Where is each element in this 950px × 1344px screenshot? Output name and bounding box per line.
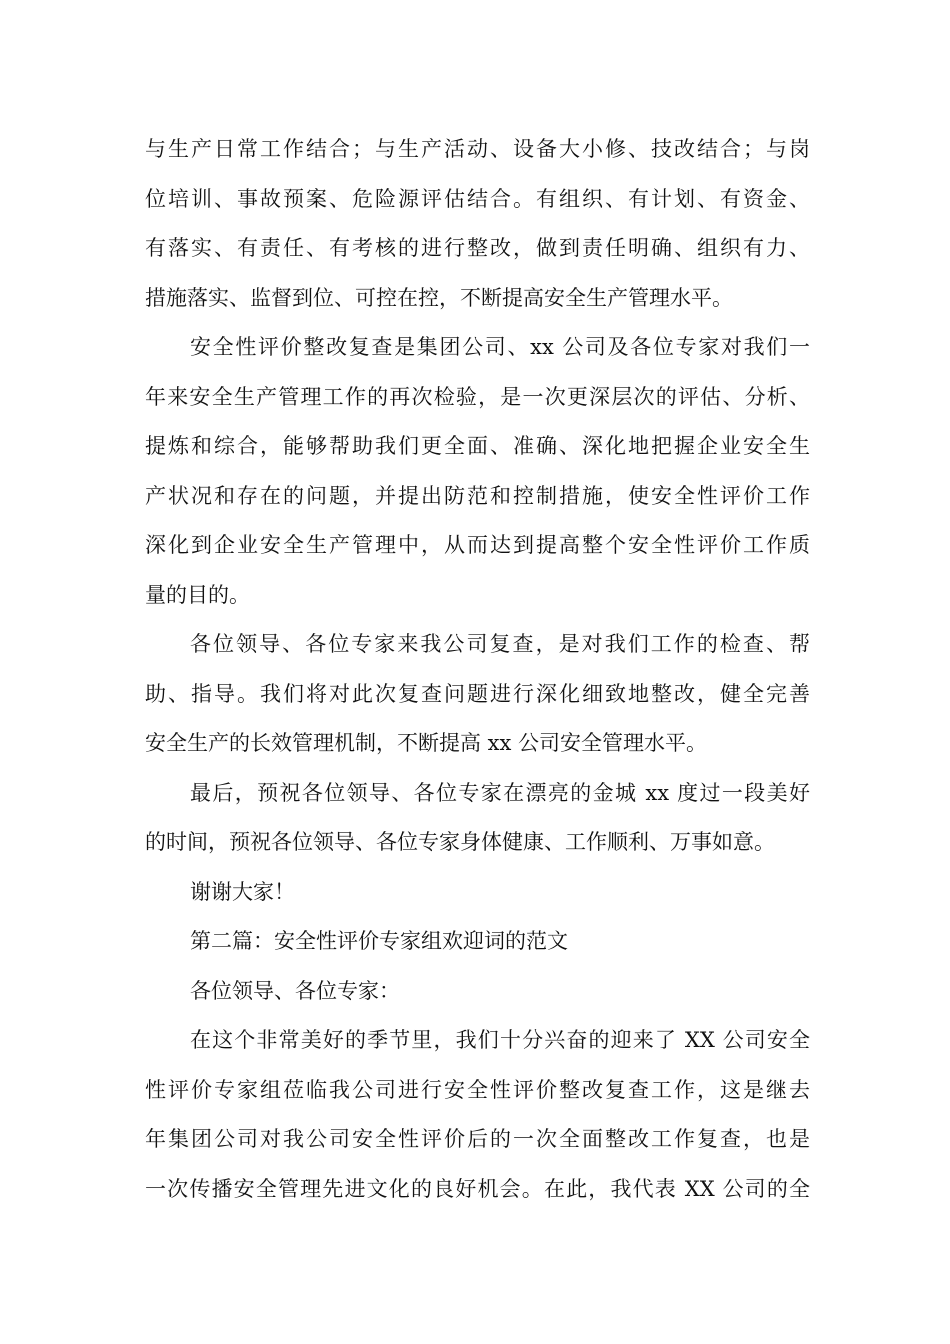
text-line: 提炼和综合，能够帮助我们更全面、准确、深化地把握企业安全生 <box>145 434 810 458</box>
text-line: 有落实、有责任、有考核的进行整改，做到责任明确、组织有力、 <box>145 236 810 260</box>
text-line: 最后，预祝各位领导、各位专家在漂亮的金城 xx 度过一段美好 <box>190 780 810 805</box>
text-line: 各位领导、各位专家： <box>190 978 400 1003</box>
text-line: 安全性评价整改复查是集团公司、xx 公司及各位专家对我们一 <box>190 335 810 359</box>
text-line: 一次传播安全管理先进文化的良好机会。在此，我代表 XX 公司的全 <box>145 1176 810 1201</box>
text-line: 深化到企业安全生产管理中，从而达到提高整个安全性评价工作质 <box>145 533 810 557</box>
text-line: 谢谢大家！ <box>190 879 295 904</box>
document-body <box>145 125 810 1214</box>
text-line: 量的目的。 <box>145 582 250 607</box>
text-line: 年集团公司对我公司安全性评价后的一次全面整改工作复查，也是 <box>145 1127 810 1151</box>
text-line: 措施落实、监督到位、可控在控，不断提高安全生产管理水平。 <box>145 285 733 310</box>
text-line: 助、指导。我们将对此次复查问题进行深化细致地整改，健全完善 <box>145 681 810 706</box>
text-line: 在这个非常美好的季节里，我们十分兴奋的迎来了 XX 公司安全 <box>190 1028 810 1052</box>
text-line: 产状况和存在的问题，并提出防范和控制措施，使安全性评价工作 <box>145 483 810 508</box>
text-line: 位培训、事故预案、危险源评估结合。有组织、有计划、有资金、 <box>145 186 810 211</box>
text-line: 年来安全生产管理工作的再次检验，是一次更深层次的评估、分析、 <box>145 384 810 409</box>
text-line: 各位领导、各位专家来我公司复查，是对我们工作的检查、帮 <box>190 632 810 656</box>
text-line: 第二篇：安全性评价专家组欢迎词的范文 <box>190 929 568 953</box>
text-line: 的时间，预祝各位领导、各位专家身体健康、工作顺利、万事如意。 <box>145 830 775 854</box>
text-line: 性评价专家组莅临我公司进行安全性评价整改复查工作，这是继去 <box>145 1077 810 1102</box>
text-line: 安全生产的长效管理机制，不断提高 xx 公司安全管理水平。 <box>145 731 708 755</box>
text-line: 与生产日常工作结合；与生产活动、设备大小修、技改结合；与岗 <box>145 137 810 161</box>
